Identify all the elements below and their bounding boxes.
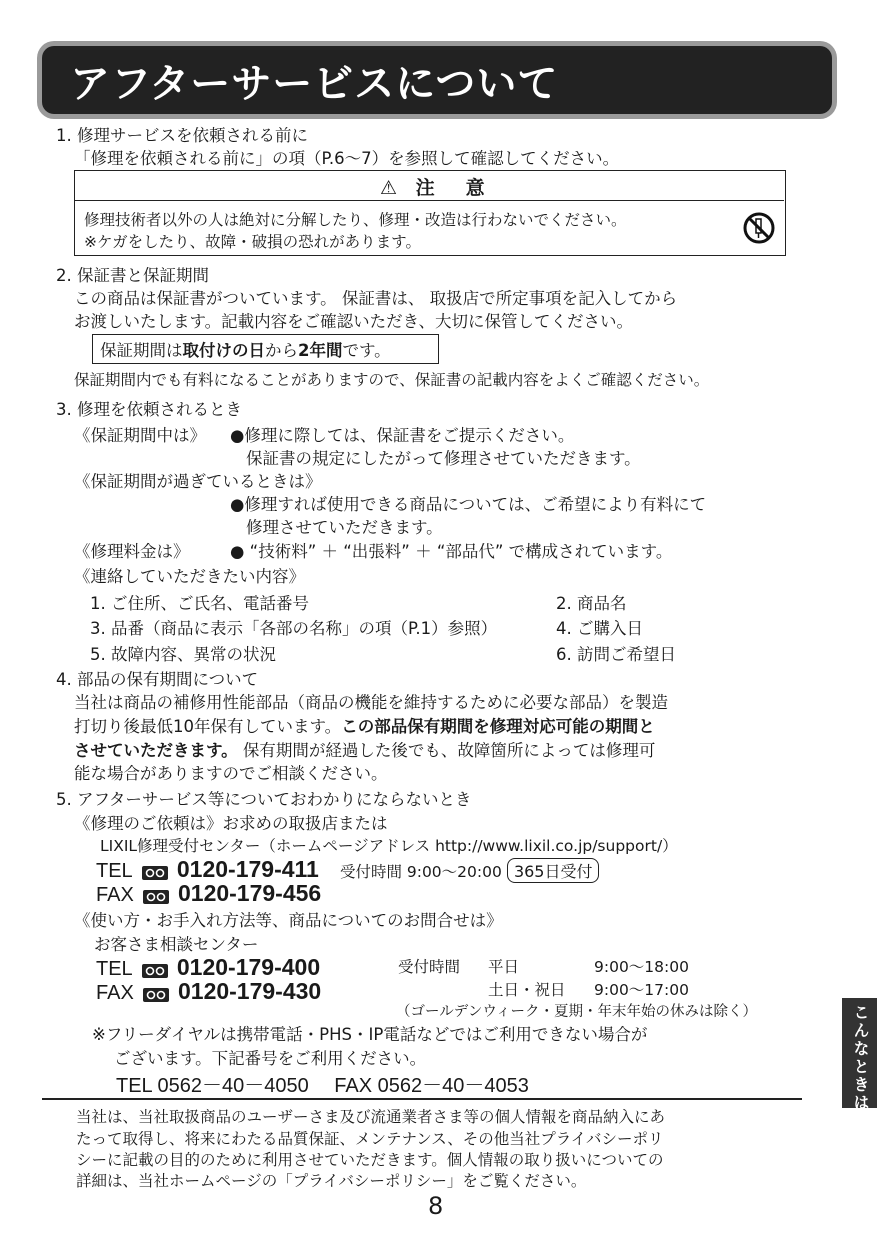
repair-center: LIXIL修理受付センター（ホームページアドレス http://www.lixil.co.jp/support/） xyxy=(100,837,678,855)
section-3-heading: 3. 修理を依頼されるとき xyxy=(56,400,242,419)
section-2-note: 保証期間内でも有料になることがありますので、保証書の記載内容をよくご確認ください。 xyxy=(74,371,710,389)
365-badge: 365日受付 xyxy=(507,858,600,883)
privacy-text-3: シーに記載の目的のために利用させていただきます。個人情報の取り扱いについての xyxy=(76,1151,664,1169)
consult-fax-row xyxy=(96,978,321,1005)
caution-title: ⚠ 注 意 xyxy=(380,177,491,199)
section-2-text-1: この商品は保証書がついています。 保証書は、 取扱店で所定事項を記入してから xyxy=(74,289,678,308)
section-4-heading: 4. 部品の保有期間について xyxy=(56,670,259,689)
in-period-text-1: ●修理に際しては、保証書をご提示ください。 xyxy=(230,426,575,445)
weekday-hours: 9:00～18:00 xyxy=(594,958,689,976)
weekday-label: 平日 xyxy=(488,958,520,976)
repair-tel-row xyxy=(96,856,599,883)
in-period-text-2: 保証書の規定にしたがって修理させていただきます。 xyxy=(246,449,641,468)
repair-fax-number: 0120-179-456 xyxy=(177,880,322,906)
repair-fax-row xyxy=(96,880,321,907)
repair-hours: 受付時間 9:00～20:00 xyxy=(339,863,502,881)
consult-tel-number: 0120-179-400 xyxy=(176,954,321,980)
section-1-heading: 1. 修理サービスを依頼される前に xyxy=(56,126,308,145)
warranty-period: 保証期間は取付けの日から2年間です。 xyxy=(100,341,391,360)
freedial-note-1: ※フリーダイヤルは携帯電話・PHS・IP電話などではご利用できない場合が xyxy=(92,1025,648,1044)
section-4-text-3: させていただきます。 保有期間が経過した後でも、故障箇所によっては修理可 xyxy=(74,741,656,760)
repair-tel-number: 0120-179-411 xyxy=(176,856,319,882)
section-1-text: 「修理を依頼される前に」の項（P.6～7）を参照して確認してください。 xyxy=(74,149,620,168)
consult-fax-number: 0120-179-430 xyxy=(177,978,322,1004)
freedial-icon xyxy=(142,866,168,880)
list-item: 6. 訪問ご希望日 xyxy=(556,645,676,664)
section-5-heading: 5. アフターサービス等についておわかりにならないとき xyxy=(56,790,472,809)
section-4-text-2: 打切り後最低10年保有しています。この部品保有期間を修理対応可能の期間と xyxy=(74,717,655,736)
list-item: 1. ご住所、ご氏名、電話番号 xyxy=(90,594,309,613)
list-item: 4. ご購入日 xyxy=(556,619,643,638)
repair-label: 《修理のご依頼は》お求めの取扱店または xyxy=(74,814,388,833)
after-period-label: 《保証期間が過ぎているときは》 xyxy=(74,472,322,491)
fax-label: FAX xyxy=(96,884,134,906)
section-4-text-4: 能な場合がありますのでご相談ください。 xyxy=(74,764,388,783)
no-disassembly-icon xyxy=(742,211,776,245)
section-4-text-1: 当社は商品の補修用性能部品（商品の機能を維持するために必要な部品）を製造 xyxy=(74,693,668,712)
divider xyxy=(42,1098,802,1100)
freedial-note-2: ございます。下記番号をご利用ください。 xyxy=(114,1049,427,1068)
after-period-text-2: 修理させていただきます。 xyxy=(246,518,443,537)
list-item: 3. 品番（商品に表示「各部の名称」の項（P.1）参照） xyxy=(90,619,498,638)
side-tab-label: こんなときは xyxy=(851,1004,870,1112)
hours-label: 受付時間 xyxy=(398,958,461,976)
privacy-text-4: 詳細は、当社ホームページの「プライバシーポリシー」をご覧ください。 xyxy=(76,1172,587,1190)
holiday-hours: 9:00～17:00 xyxy=(594,981,689,999)
consult-center: お客さま相談センター xyxy=(94,935,259,954)
fee-text: ● “技術料” ＋ “出張料” ＋ “部品代” で構成されています。 xyxy=(230,542,673,561)
holiday-note: （ゴールデンウィーク・夏期・年末年始の休みは除く） xyxy=(396,1004,758,1020)
page-number: 8 xyxy=(428,1192,444,1220)
tel-label: TEL xyxy=(96,860,133,882)
fee-label: 《修理料金は》 xyxy=(74,542,190,561)
freedial-icon xyxy=(143,890,169,904)
usage-label: 《使い方・お手入れ方法等、商品についてのお問合せは》 xyxy=(74,911,503,930)
tel-label: TEL xyxy=(96,958,133,980)
fax-label: FAX xyxy=(96,982,134,1004)
after-period-text-1: ●修理すれば使用できる商品については、ご希望により有料にて xyxy=(230,495,707,514)
freedial-icon xyxy=(143,988,169,1002)
alt-numbers: TEL 0562－40－4050 FAX 0562－40－4053 xyxy=(116,1075,529,1097)
consult-tel-row xyxy=(96,954,320,981)
list-item: 2. 商品名 xyxy=(556,594,627,613)
caution-text-1: 修理技術者以外の人は絶対に分解したり、修理・改造は行わないでください。 xyxy=(84,211,627,229)
privacy-text-1: 当社は、当社取扱商品のユーザーさま及び流通業者さま等の個人情報を商品納入にあ xyxy=(76,1108,666,1126)
privacy-text-2: たって取得し、将来にわたる品質保証、メンテナンス、その他当社プライバシーポリ xyxy=(76,1130,664,1148)
holiday-label: 土日・祝日 xyxy=(488,981,566,999)
in-period-label: 《保証期間中は》 xyxy=(74,426,206,445)
caution-text-2: ※ケガをしたり、故障・破損の恐れがあります。 xyxy=(84,233,421,251)
section-2-text-2: お渡しいたします。記載内容をご確認いただき、大切に保管してください。 xyxy=(74,312,634,331)
freedial-icon xyxy=(142,964,168,978)
section-2-heading: 2. 保証書と保証期間 xyxy=(56,266,209,285)
list-item: 5. 故障内容、異常の状況 xyxy=(90,645,276,664)
page-title: アフターサービスについて xyxy=(70,61,559,107)
contact-label: 《連絡していただきたい内容》 xyxy=(74,567,305,586)
